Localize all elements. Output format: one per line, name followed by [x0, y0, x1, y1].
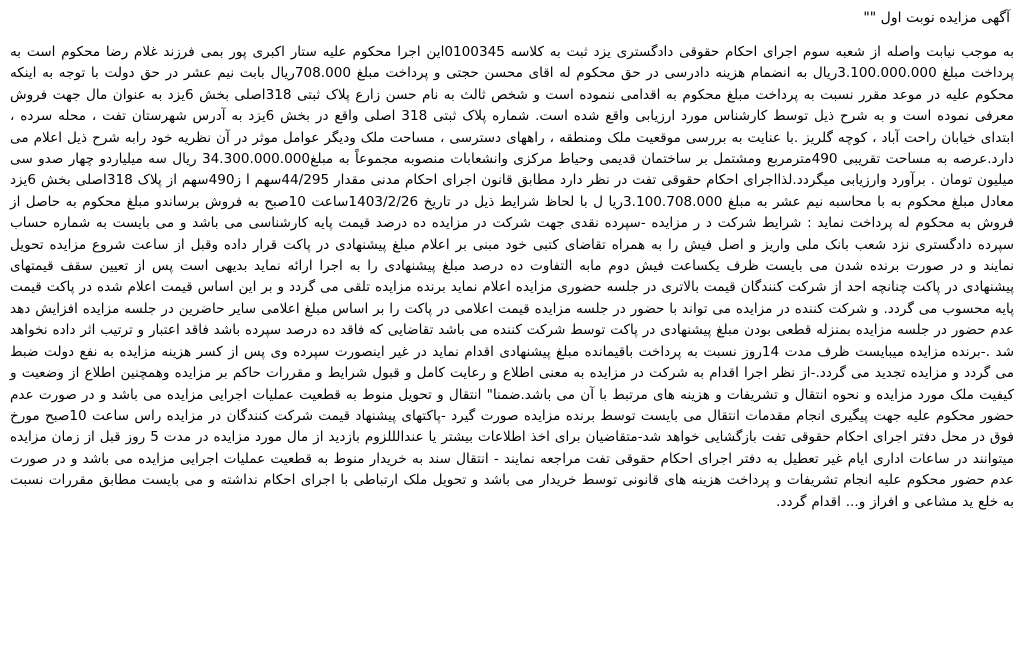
notice-body: به موجب نیابت واصله از شعبه سوم اجرای احکام حقوقی دادگستری یزد ثبت به کلاسه 0100345این اجرا محکوم علیه ستار اکبری پور بمی فرزند غلام رضا محکوم است به پرداخت مبلغ 3.100.000.000ریال به انضمام هزینه دادرسی در حق محکوم له اقای محسن حجتی و پرداخت مبلغ 708.000ریال بابت نیم عشر در حق دولت با توجه به اینکه محکوم علیه در موعد مقرر نسبت به پرداخت مبلغ محکوم به اقدامی ننموده است و شخص ثالث به نام حسن زارع پلاک ثبتی 318اصلی بخش 6یزد به عنوان مال جهت فروش معرفی نموده است و به شرح ذیل توسط کارشناس مورد ارزیابی واقع شده است. شماره پلاک ثبتی 318 اصلی واقع در بخش 6یزد به آدرس شهرستان تفت ، محله سرده ، ابتدای خیابان راحت آباد ، کوچه گلریز .با عنایت به بررسی موقعیت ملک ومنطقه ، راههای دسترسی ، مساحت ملک ودیگر عوامل موثر در آن نظریه خود رابه شرح ذیل اعلام می دارد.عرصه به مساحت تقریبی 490مترمربع ومشتمل بر ساختمان قدیمی وحیاط مرکزی وانشعابات منصوبه مجموعاً به مبلغ34.300.000.000 ریال سه میلیاردو چهار صدو سی میلیون تومان . برآورد وارزیابی میگردد.لذااجرای احکام حقوقی تفت در نظر دارد مطابق قانون اجرای احکام مدنی مقدار 44/295سهم ا ز490سهم از پلاک 318اصلی بخش 6یزد معادل مبلغ محکوم به با محاسبه نیم عشر به مبلغ 3.100.708.000ریا ل با لحاظ شرایط ذیل در تاریخ 1403/2/26ساعت 10صبح به فروش برساندو مبلغ محکوم به حاصل از فروش به محکوم له پرداخت نماید : شرایط شرکت د ر مزایده -سپرده نقدی جهت شرکت در مزایده ده درصد قیمت پایه کارشناسی می باشد و می بایست به شماره حساب سپرده دادگستری نزد شعب بانک ملی واریز و اصل فیش را به همراه تقاضای کتبی خود مبنی بر اعلام مبلغ پیشنهادی در پاکت قرار داده وقبل از ساعت شروع مزایده تحویل نمایند و در صورت برنده شدن می بایست ظرف یکساعت فیش دوم مابه التفاوت ده درصد مبلغ پیشنهادی را به اجرا ارائه نماید بدیهی است پس از تعیین سقف قیمتهای پیشنهادی در پاکت چنانچه احد از شرکت کنندگان قیمت بالاتری در جلسه حضوری مزایده اعلام نماید برنده مزایده تلقی می گردد و بر این اساس قیمت اعلام شده در پاکت قیمت پایه محسوب می گردد. و شرکت کننده در مزایده می تواند با حضور در جلسه مزایده قیمت اعلامی در پاکت را بر اساس مبلغ اعلامی سایر حاضرین در جلسه مزایده افزایش دهد عدم حضور در جلسه مزایده بمنزله قطعی بودن مبلغ پیشنهادی در پاکت توسط شرکت کننده می باشد تقاضایی که فاقد ده درصد سپرده باشد فاقد اعتبار و ترتیب اثر داده نخواهد شد .-برنده مزایده میبایست ظرف مدت 14روز نسبت به پرداخت باقیمانده مبلغ پیشنهادی اقدام نماید در غیر اینصورت سپرده وی پس از کسر هزینه مزایده به نفع دولت ضبط می گردد و مزایده تجدید می گردد.-از نظر اجرا اقدام به شرکت در مزایده به معنی اطلاع و رعایت کامل و قبول شرایط و مقررات حاکم بر مزایده وهمچنین اطلاع از وضعیت و کیفیت ملک مورد مزایده و نحوه انتقال و تشریفات و هزینه های مرتبط با آن می باشد.ضمنا" انتقال و تحویل منوط به قطعیت عملیات اجرایی مزایده می باشد و در صورت عدم حضور محکوم علیه جهت پیگیری انجام مقدمات انتقال می بایست توسط برنده مزایده صورت گیرد -پاکتهای پیشنهاد قیمت شرکت کنندگان در مزایده راس ساعت 10صبح مورخ فوق در محل دفتر اجرای احکام حقوقی تفت بازگشایی خواهد شد-متقاضیان برای اخذ اطلاعات بیشتر یا عندالللزوم بازدید از مال مورد مزایده در مدت 5 روز قبل از زمان مزایده میتوانند در ساعات اداری ایام غیر تعطیل به دفتر اجرای احکام حقوقی تفت مراجعه نمایند - انتقال سند به خریدار منوط به قطعیت عملیات اجرایی مزایده می باشد و در صورت عدم حضور محکوم علیه انجام تشریفات و پرداخت هزینه های قانونی توسط خریدار می باشد و تحویل ملک ارتباطی با اجرای احکام نداشته و می بایست مطابق مقررات نسبت به خلع ید مشاعی و افراز و... اقدام گردد. — [10, 44, 1015, 510]
notice-title: آگهی مزایده نوبت اول "" — [863, 10, 1010, 26]
